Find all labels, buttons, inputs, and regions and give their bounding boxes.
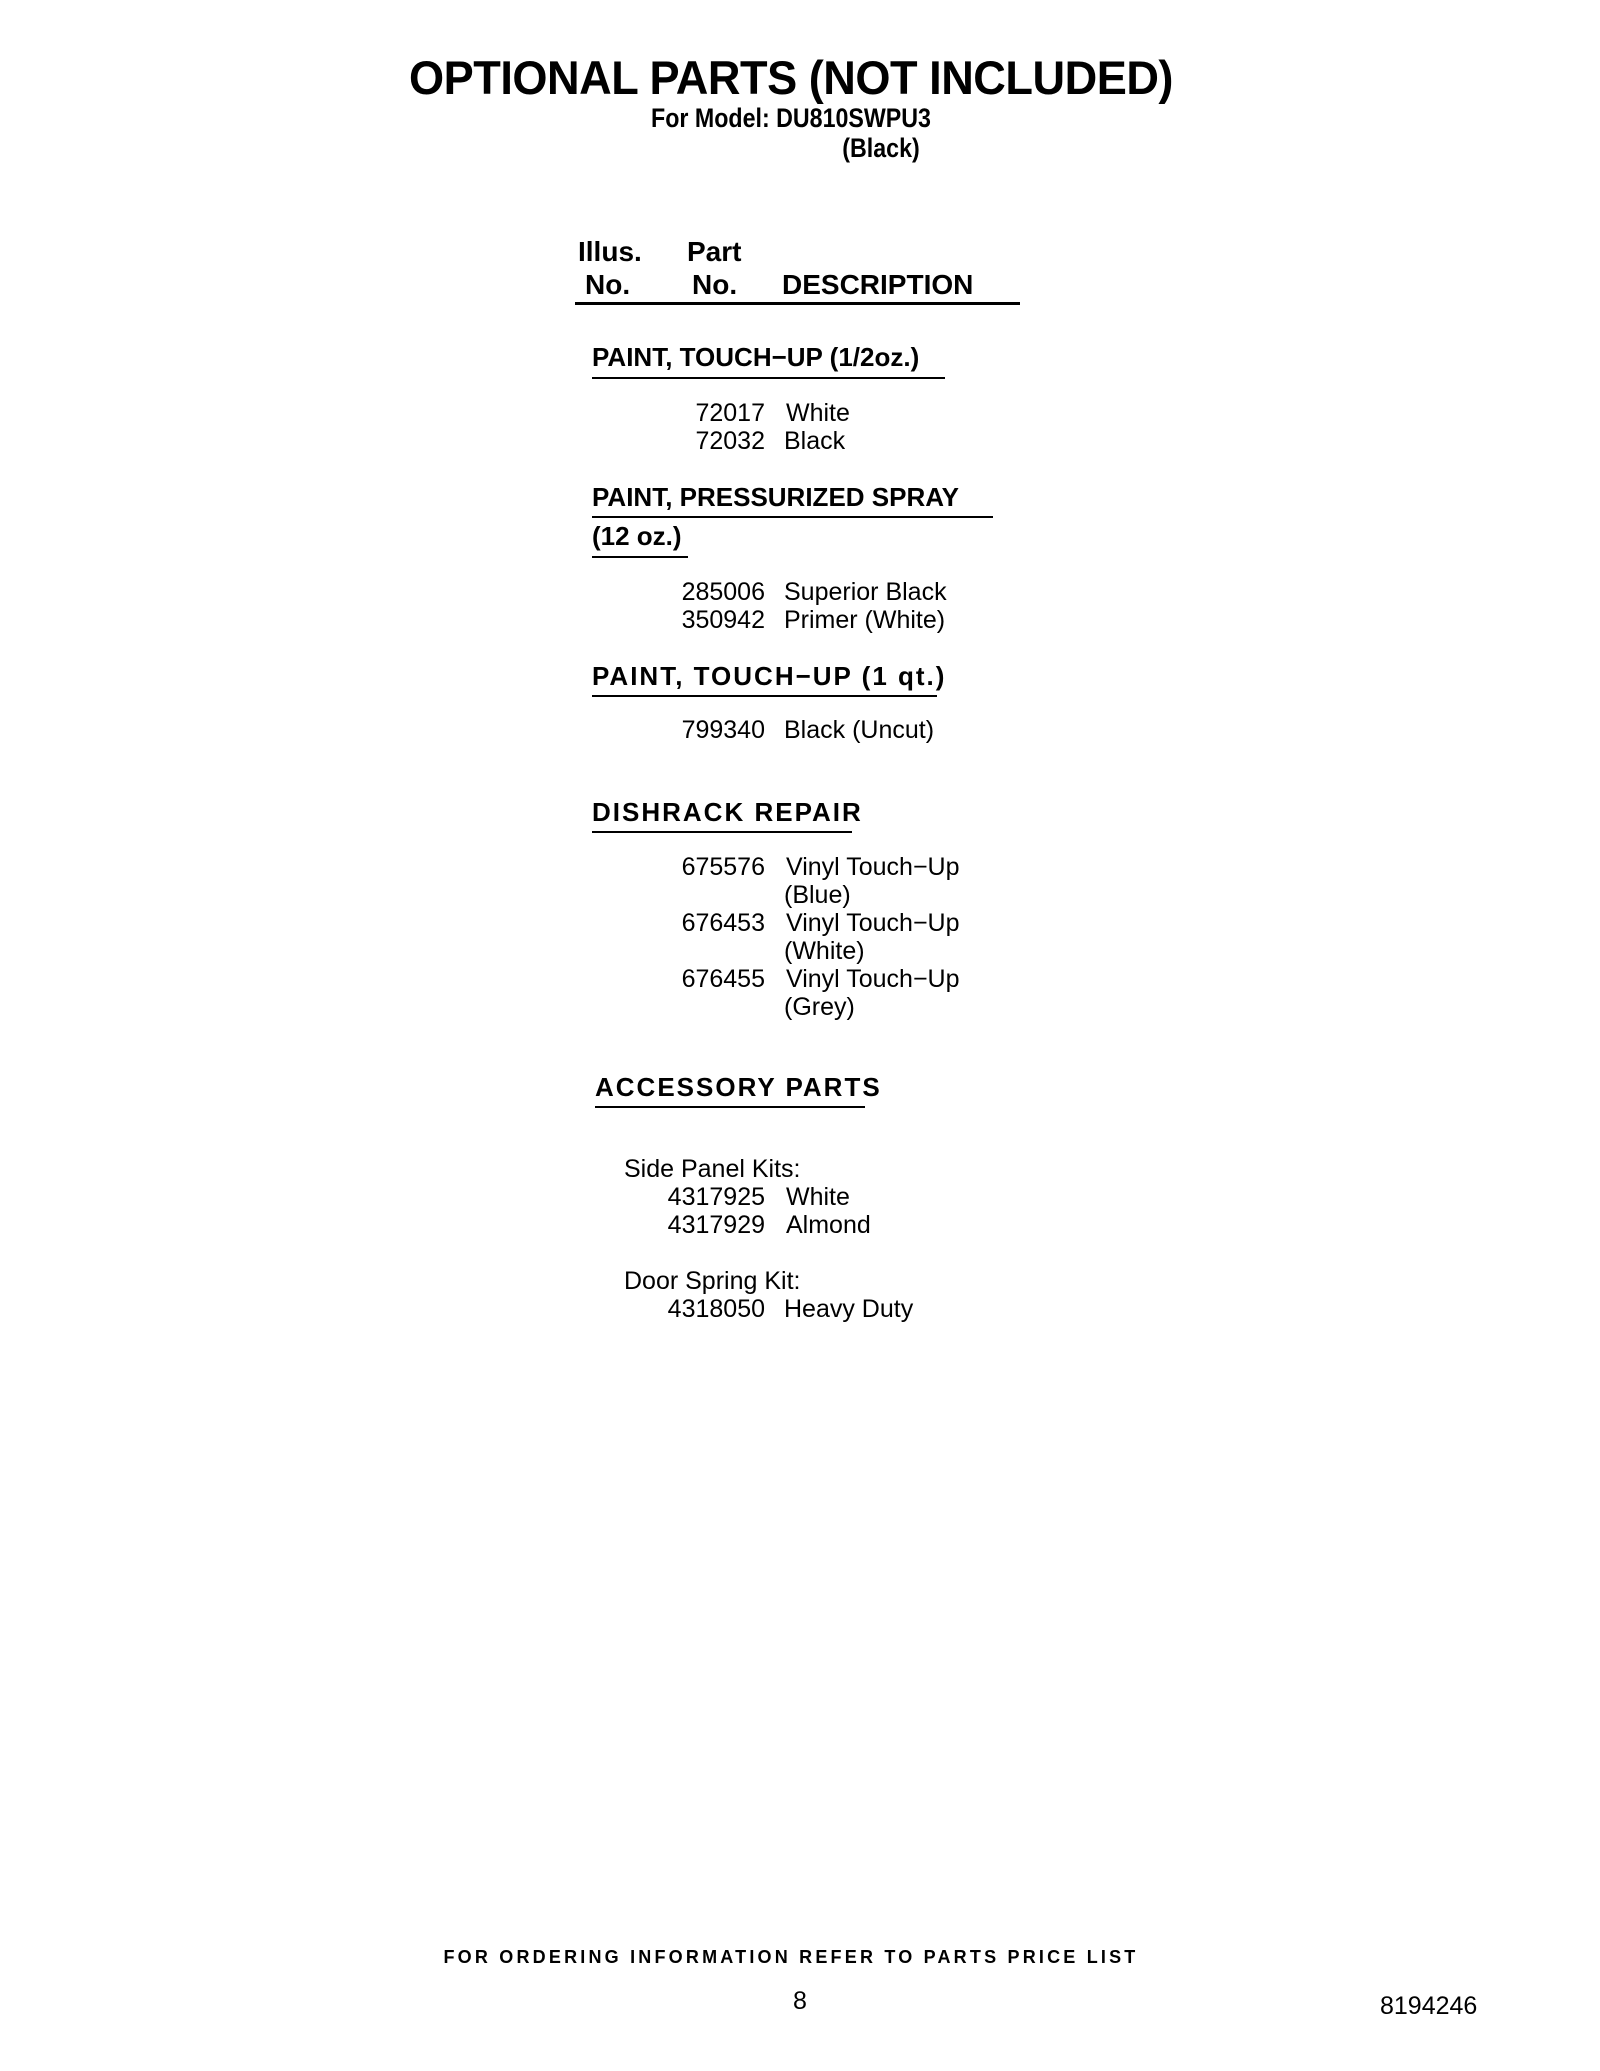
- section-title-touchup-quart: PAINT, TOUCH−UP (1 qt.): [592, 661, 947, 691]
- part-description: Vinyl Touch−Up: [786, 965, 960, 993]
- part-description: Primer (White): [784, 606, 946, 634]
- model-number: For Model: DU810SWPU3: [651, 103, 931, 133]
- part-color: (Grey): [784, 993, 855, 1021]
- part-description: Vinyl Touch−Up: [786, 909, 960, 937]
- part-description: Black: [784, 427, 846, 455]
- part-number: 676453: [681, 909, 765, 937]
- part-number: 4317929: [667, 1211, 765, 1239]
- section-title-dishrack-repair: DISHRACK REPAIR: [592, 797, 863, 827]
- part-number: 799340: [681, 716, 765, 744]
- section-title-pressurized-spray: PAINT, PRESSURIZED SPRAY: [592, 482, 959, 512]
- ordering-note: FOR ORDERING INFORMATION REFER TO PARTS PRICE LIST: [443, 1947, 1139, 1967]
- part-number: 350942: [681, 606, 765, 634]
- part-description: White: [786, 1183, 850, 1211]
- part-description: Heavy Duty: [784, 1295, 914, 1323]
- column-part-bottom: No.: [692, 269, 738, 300]
- part-number: 72032: [695, 427, 765, 455]
- section-underline: [592, 516, 993, 518]
- part-description: White: [786, 399, 850, 427]
- door-spring-kit-label: Door Spring Kit:: [624, 1267, 801, 1295]
- document-number: 8194246: [1380, 1992, 1478, 2020]
- part-number: 675576: [681, 853, 765, 881]
- part-description: Almond: [786, 1211, 871, 1239]
- header-divider: [575, 302, 1020, 305]
- section-underline: [595, 1106, 865, 1108]
- page-number: 8: [793, 1987, 807, 2015]
- section-underline: [592, 831, 852, 833]
- side-panel-kits-label: Side Panel Kits:: [624, 1155, 801, 1183]
- section-underline: [592, 556, 688, 558]
- part-color: (White): [784, 937, 865, 965]
- section-underline: [592, 377, 945, 379]
- part-description: Vinyl Touch−Up: [786, 853, 960, 881]
- model-color: (Black): [842, 133, 920, 163]
- part-number: 72017: [695, 399, 765, 427]
- part-description: Superior Black: [784, 578, 947, 606]
- section-title-spray-size: (12 oz.): [592, 521, 682, 551]
- column-part-top: Part: [687, 236, 742, 267]
- section-title-touchup-half-oz: PAINT, TOUCH−UP (1/2oz.): [592, 342, 920, 372]
- part-number: 676455: [681, 965, 765, 993]
- part-color: (Blue): [784, 881, 851, 909]
- part-number: 4317925: [667, 1183, 765, 1211]
- column-illus-bottom: No.: [585, 269, 631, 300]
- part-number: 4318050: [667, 1295, 765, 1323]
- page-title: OPTIONAL PARTS (NOT INCLUDED): [409, 51, 1173, 104]
- section-title-accessory-parts: ACCESSORY PARTS: [595, 1072, 882, 1102]
- part-description: Black (Uncut): [784, 716, 935, 744]
- part-number: 285006: [681, 578, 765, 606]
- column-description: DESCRIPTION: [782, 269, 974, 300]
- section-underline: [592, 695, 937, 697]
- column-illus-top: Illus.: [578, 236, 642, 267]
